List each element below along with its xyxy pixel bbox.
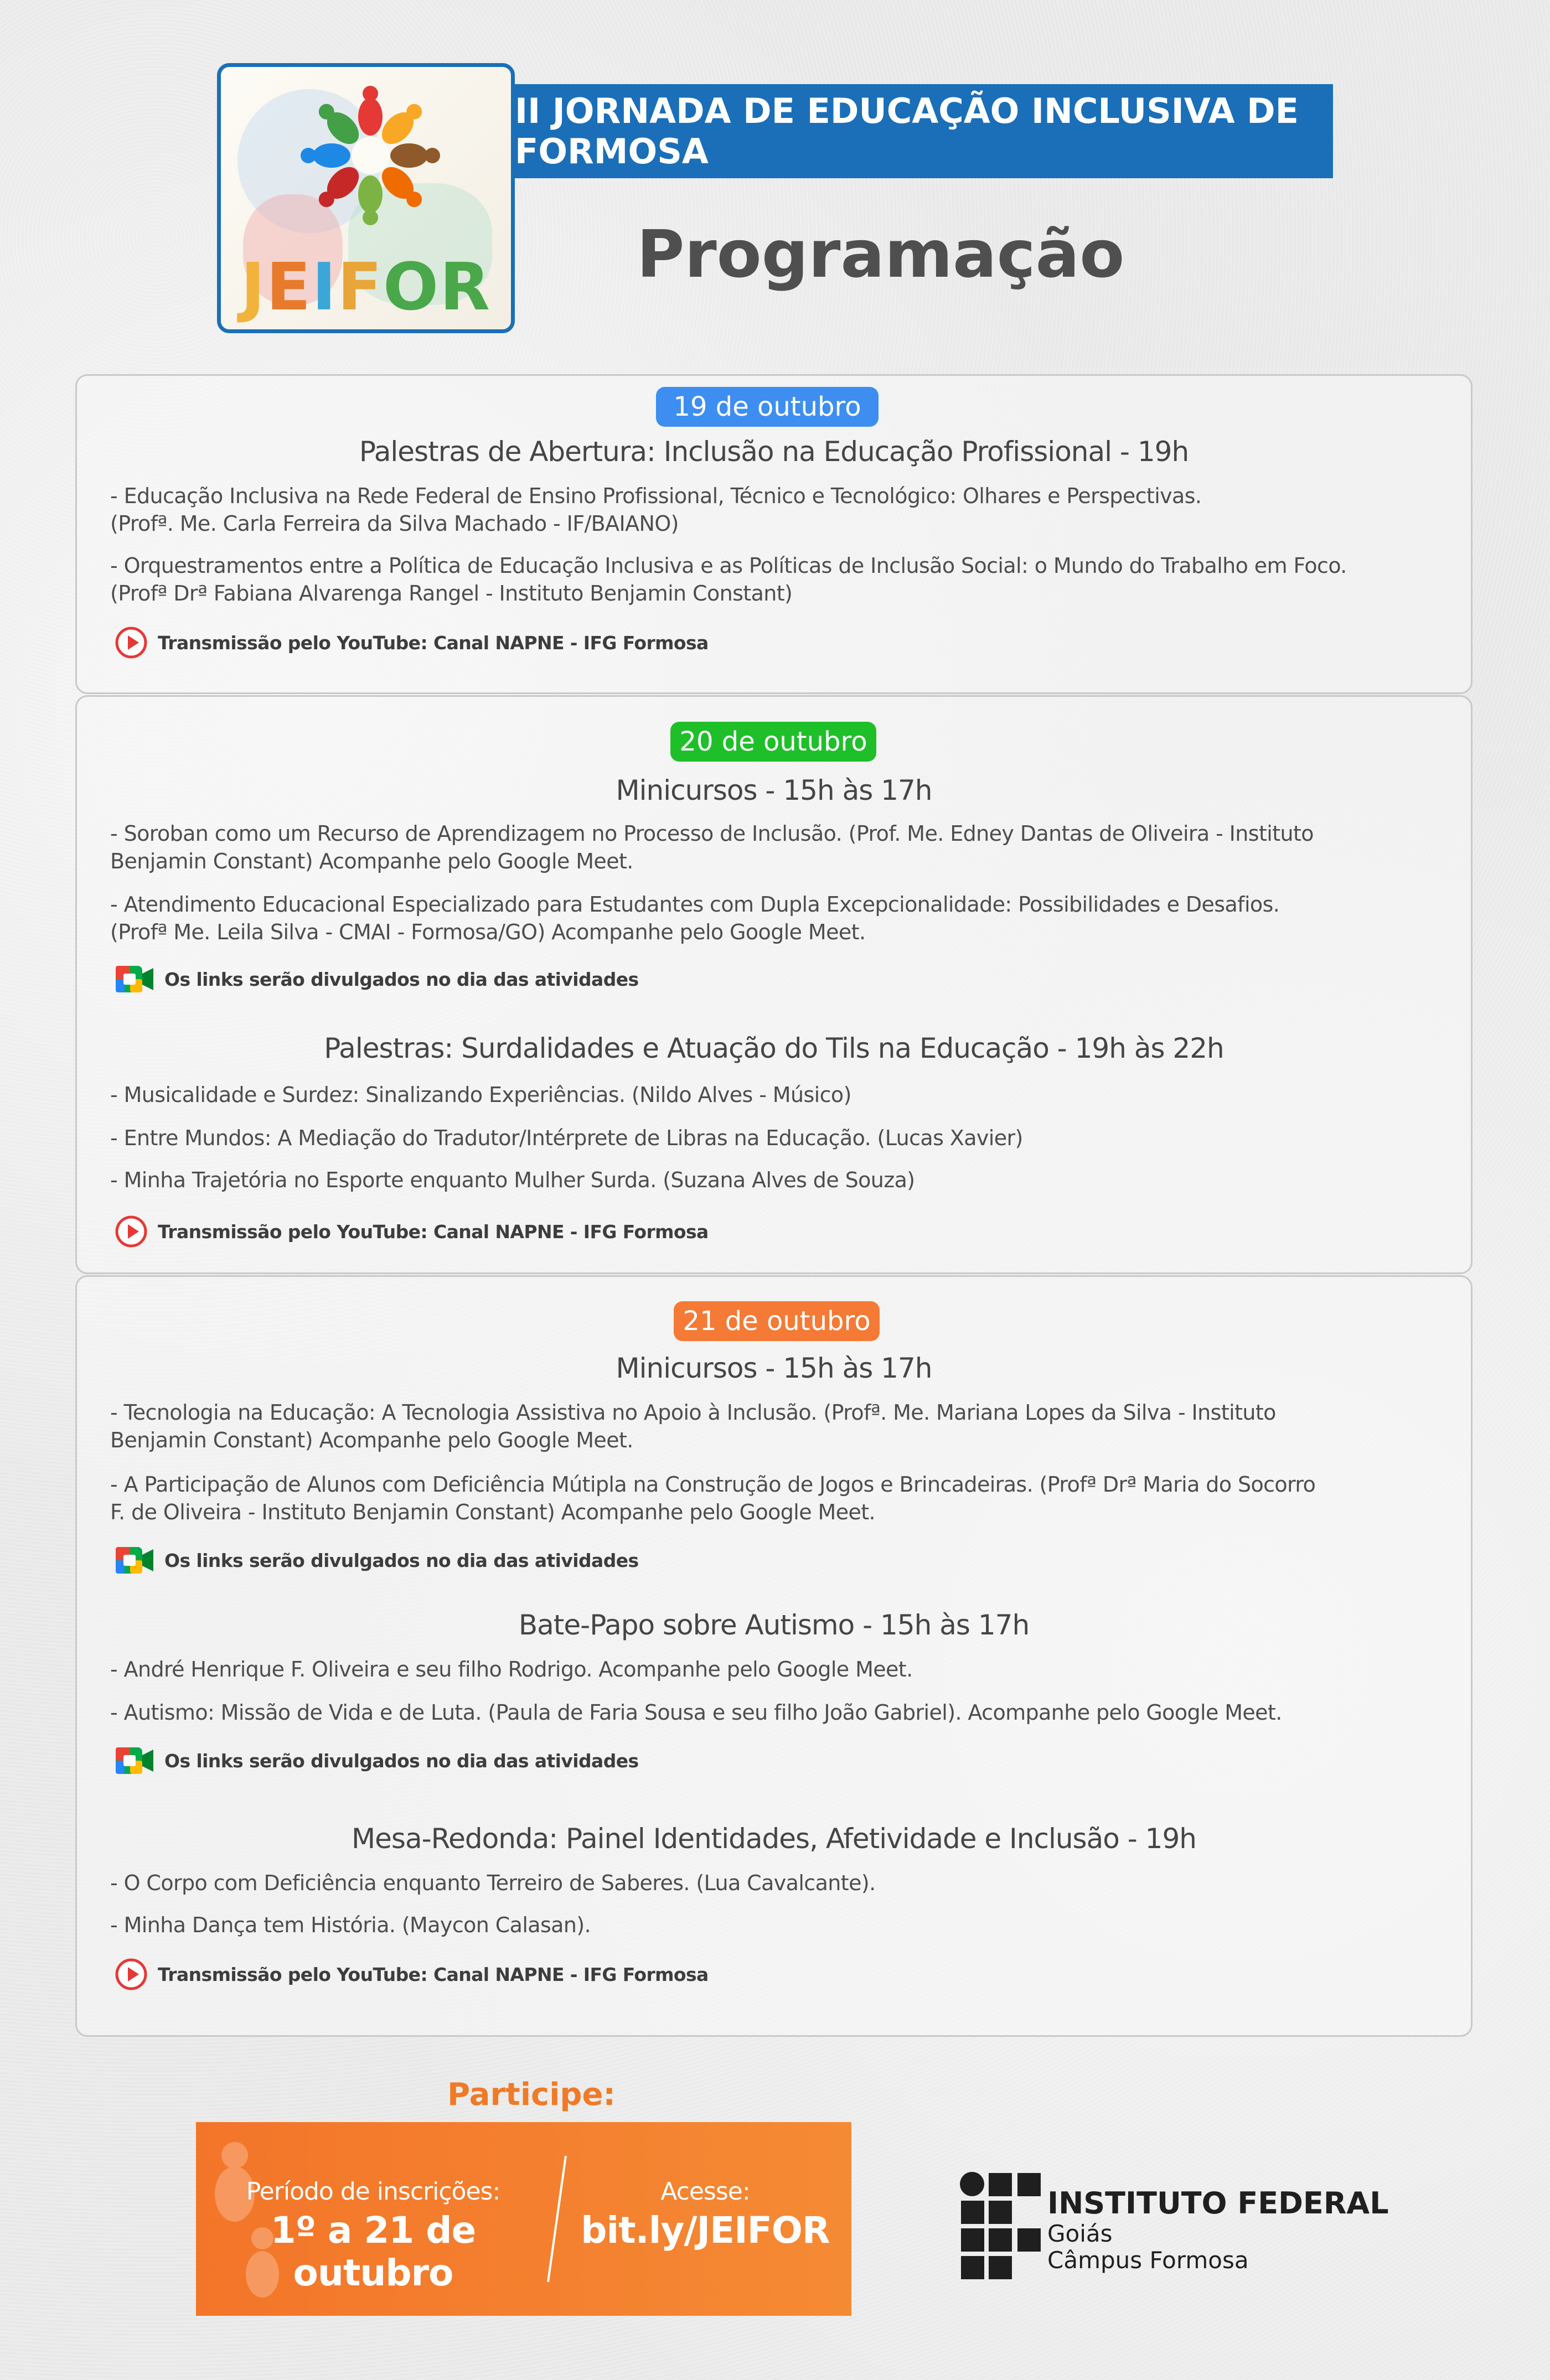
list-item: - Soroban como um Recurso de Aprendizagem no Processo de Inclusão. (Prof. Me. Edney Dantas de Oliveira - Instituto bbox=[110, 821, 1314, 846]
youtube-note[interactable] bbox=[115, 1215, 709, 1248]
list-item: Benjamin Constant) Acompanhe pelo Google Meet. bbox=[110, 849, 633, 873]
list-item: - André Henrique F. Oliveira e seu filho Rodrigo. Acompanhe pelo Google Meet. bbox=[110, 1657, 913, 1681]
note-text: Transmissão pelo YouTube: Canal NAPNE - IFG Formosa bbox=[158, 1963, 709, 1985]
list-item: - Autismo: Missão de Vida e de Luta. (Paula de Faria Sousa e seu filho João Gabriel). Acompanhe pelo Google Meet. bbox=[110, 1700, 1282, 1725]
section-title: Palestras: Surdalidades e Atuação do Tils na Educação - 19h às 22h bbox=[324, 1032, 1224, 1064]
meet-note bbox=[115, 964, 639, 995]
meet-note bbox=[115, 1745, 639, 1776]
institute-name: INSTITUTO FEDERAL Goiás Câmpus Formosa bbox=[1047, 2186, 1389, 2274]
list-item: - Orquestramentos entre a Política de Educação Inclusiva e as Políticas de Inclusão Social: o Mundo do Trabalho em Foco. bbox=[110, 553, 1347, 578]
list-item: - A Participação de Alunos com Deficiência Mútipla na Construção de Jogos e Brincadeiras. (Profª Drª Maria do Socorro bbox=[110, 1472, 1316, 1497]
day-card-21 bbox=[75, 1275, 1472, 2037]
youtube-note[interactable] bbox=[115, 626, 709, 659]
list-item: - Educação Inclusiva na Rede Federal de Ensino Profissional, Técnico e Tecnológico: Olhares e Perspectivas. bbox=[110, 484, 1202, 508]
registration-box bbox=[196, 2122, 851, 2316]
google-meet-icon bbox=[115, 964, 154, 995]
google-meet-icon bbox=[115, 1545, 154, 1576]
logo-wordmark: JEIFOR bbox=[240, 249, 492, 325]
event-banner: II JORNADA DE EDUCAÇÃO INCLUSIVA DE FORMOSA bbox=[515, 84, 1333, 178]
period-label: Período de inscrições: bbox=[246, 2177, 500, 2206]
list-item: (Profª Me. Leila Silva - CMAI - Formosa/GO) Acompanhe pelo Google Meet. bbox=[110, 920, 866, 944]
list-item: F. de Oliveira - Instituto Benjamin Constant) Acompanhe pelo Google Meet. bbox=[110, 1500, 876, 1524]
play-icon bbox=[115, 626, 148, 659]
section-title: Minicursos - 15h às 17h bbox=[616, 1352, 932, 1384]
people-circle-icon bbox=[298, 84, 442, 227]
ifg-logo-icon bbox=[958, 2170, 1046, 2280]
play-icon bbox=[115, 1215, 148, 1248]
section-title: Palestras de Abertura: Inclusão na Educação Profissional - 19h bbox=[359, 436, 1189, 468]
list-item: - Musicalidade e Surdez: Sinalizando Experiências. (Nildo Alves - Músico) bbox=[110, 1083, 851, 1107]
list-item: - Tecnologia na Educação: A Tecnologia Assistiva no Apoio à Inclusão. (Profª. Me. Mariana Lopes da Silva - Instituto bbox=[110, 1400, 1276, 1425]
note-text: Os links serão divulgados no dia das atividades bbox=[164, 1549, 639, 1571]
list-item: - Minha Dança tem História. (Maycon Calasan). bbox=[110, 1913, 591, 1937]
google-meet-icon bbox=[115, 1745, 154, 1776]
date-badge: 19 de outubro bbox=[656, 387, 879, 427]
section-title: Mesa-Redonda: Painel Identidades, Afetividade e Inclusão - 19h bbox=[352, 1823, 1196, 1855]
date-badge: 20 de outubro bbox=[670, 722, 876, 762]
note-text: Os links serão divulgados no dia das atividades bbox=[164, 968, 639, 990]
list-item: Benjamin Constant) Acompanhe pelo Google Meet. bbox=[110, 1428, 633, 1452]
access-label: Acesse: bbox=[660, 2177, 750, 2206]
youtube-note[interactable] bbox=[115, 1958, 709, 1991]
section-title: Bate-Papo sobre Autismo - 15h às 17h bbox=[518, 1609, 1030, 1641]
meet-note bbox=[115, 1545, 639, 1576]
period-value: 1º a 21 de outubro bbox=[270, 2209, 476, 2294]
section-title: Minicursos - 15h às 17h bbox=[616, 774, 932, 806]
note-text: Transmissão pelo YouTube: Canal NAPNE - IFG Formosa bbox=[158, 632, 709, 654]
date-badge: 21 de outubro bbox=[674, 1301, 880, 1341]
list-item: - Minha Trajetória no Esporte enquanto Mulher Surda. (Suzana Alves de Souza) bbox=[110, 1168, 915, 1192]
list-item: - Entre Mundos: A Mediação do Tradutor/Intérprete de Libras na Educação. (Lucas Xavier) bbox=[110, 1126, 1023, 1150]
day-card-19 bbox=[75, 374, 1472, 694]
access-link[interactable]: bit.ly/JEIFOR bbox=[581, 2209, 830, 2252]
list-item: - O Corpo com Deficiência enquanto Terreiro de Saberes. (Lua Cavalcante). bbox=[110, 1871, 876, 1895]
participe-heading: Participe: bbox=[447, 2077, 616, 2113]
jeifor-logo bbox=[217, 63, 515, 333]
play-icon bbox=[115, 1958, 148, 1991]
list-item: - Atendimento Educacional Especializado para Estudantes com Dupla Excepcionalidade: Possibilidades e Desafios. bbox=[110, 892, 1280, 917]
note-text: Os links serão divulgados no dia das atividades bbox=[164, 1750, 639, 1772]
list-item: (Profª Drª Fabiana Alvarenga Rangel - Instituto Benjamin Constant) bbox=[110, 581, 793, 606]
note-text: Transmissão pelo YouTube: Canal NAPNE - IFG Formosa bbox=[158, 1220, 709, 1243]
list-item: (Profª. Me. Carla Ferreira da Silva Machado - IF/BAIANO) bbox=[110, 511, 679, 536]
page-title: Programação bbox=[637, 216, 1125, 292]
day-card-20 bbox=[75, 695, 1472, 1274]
